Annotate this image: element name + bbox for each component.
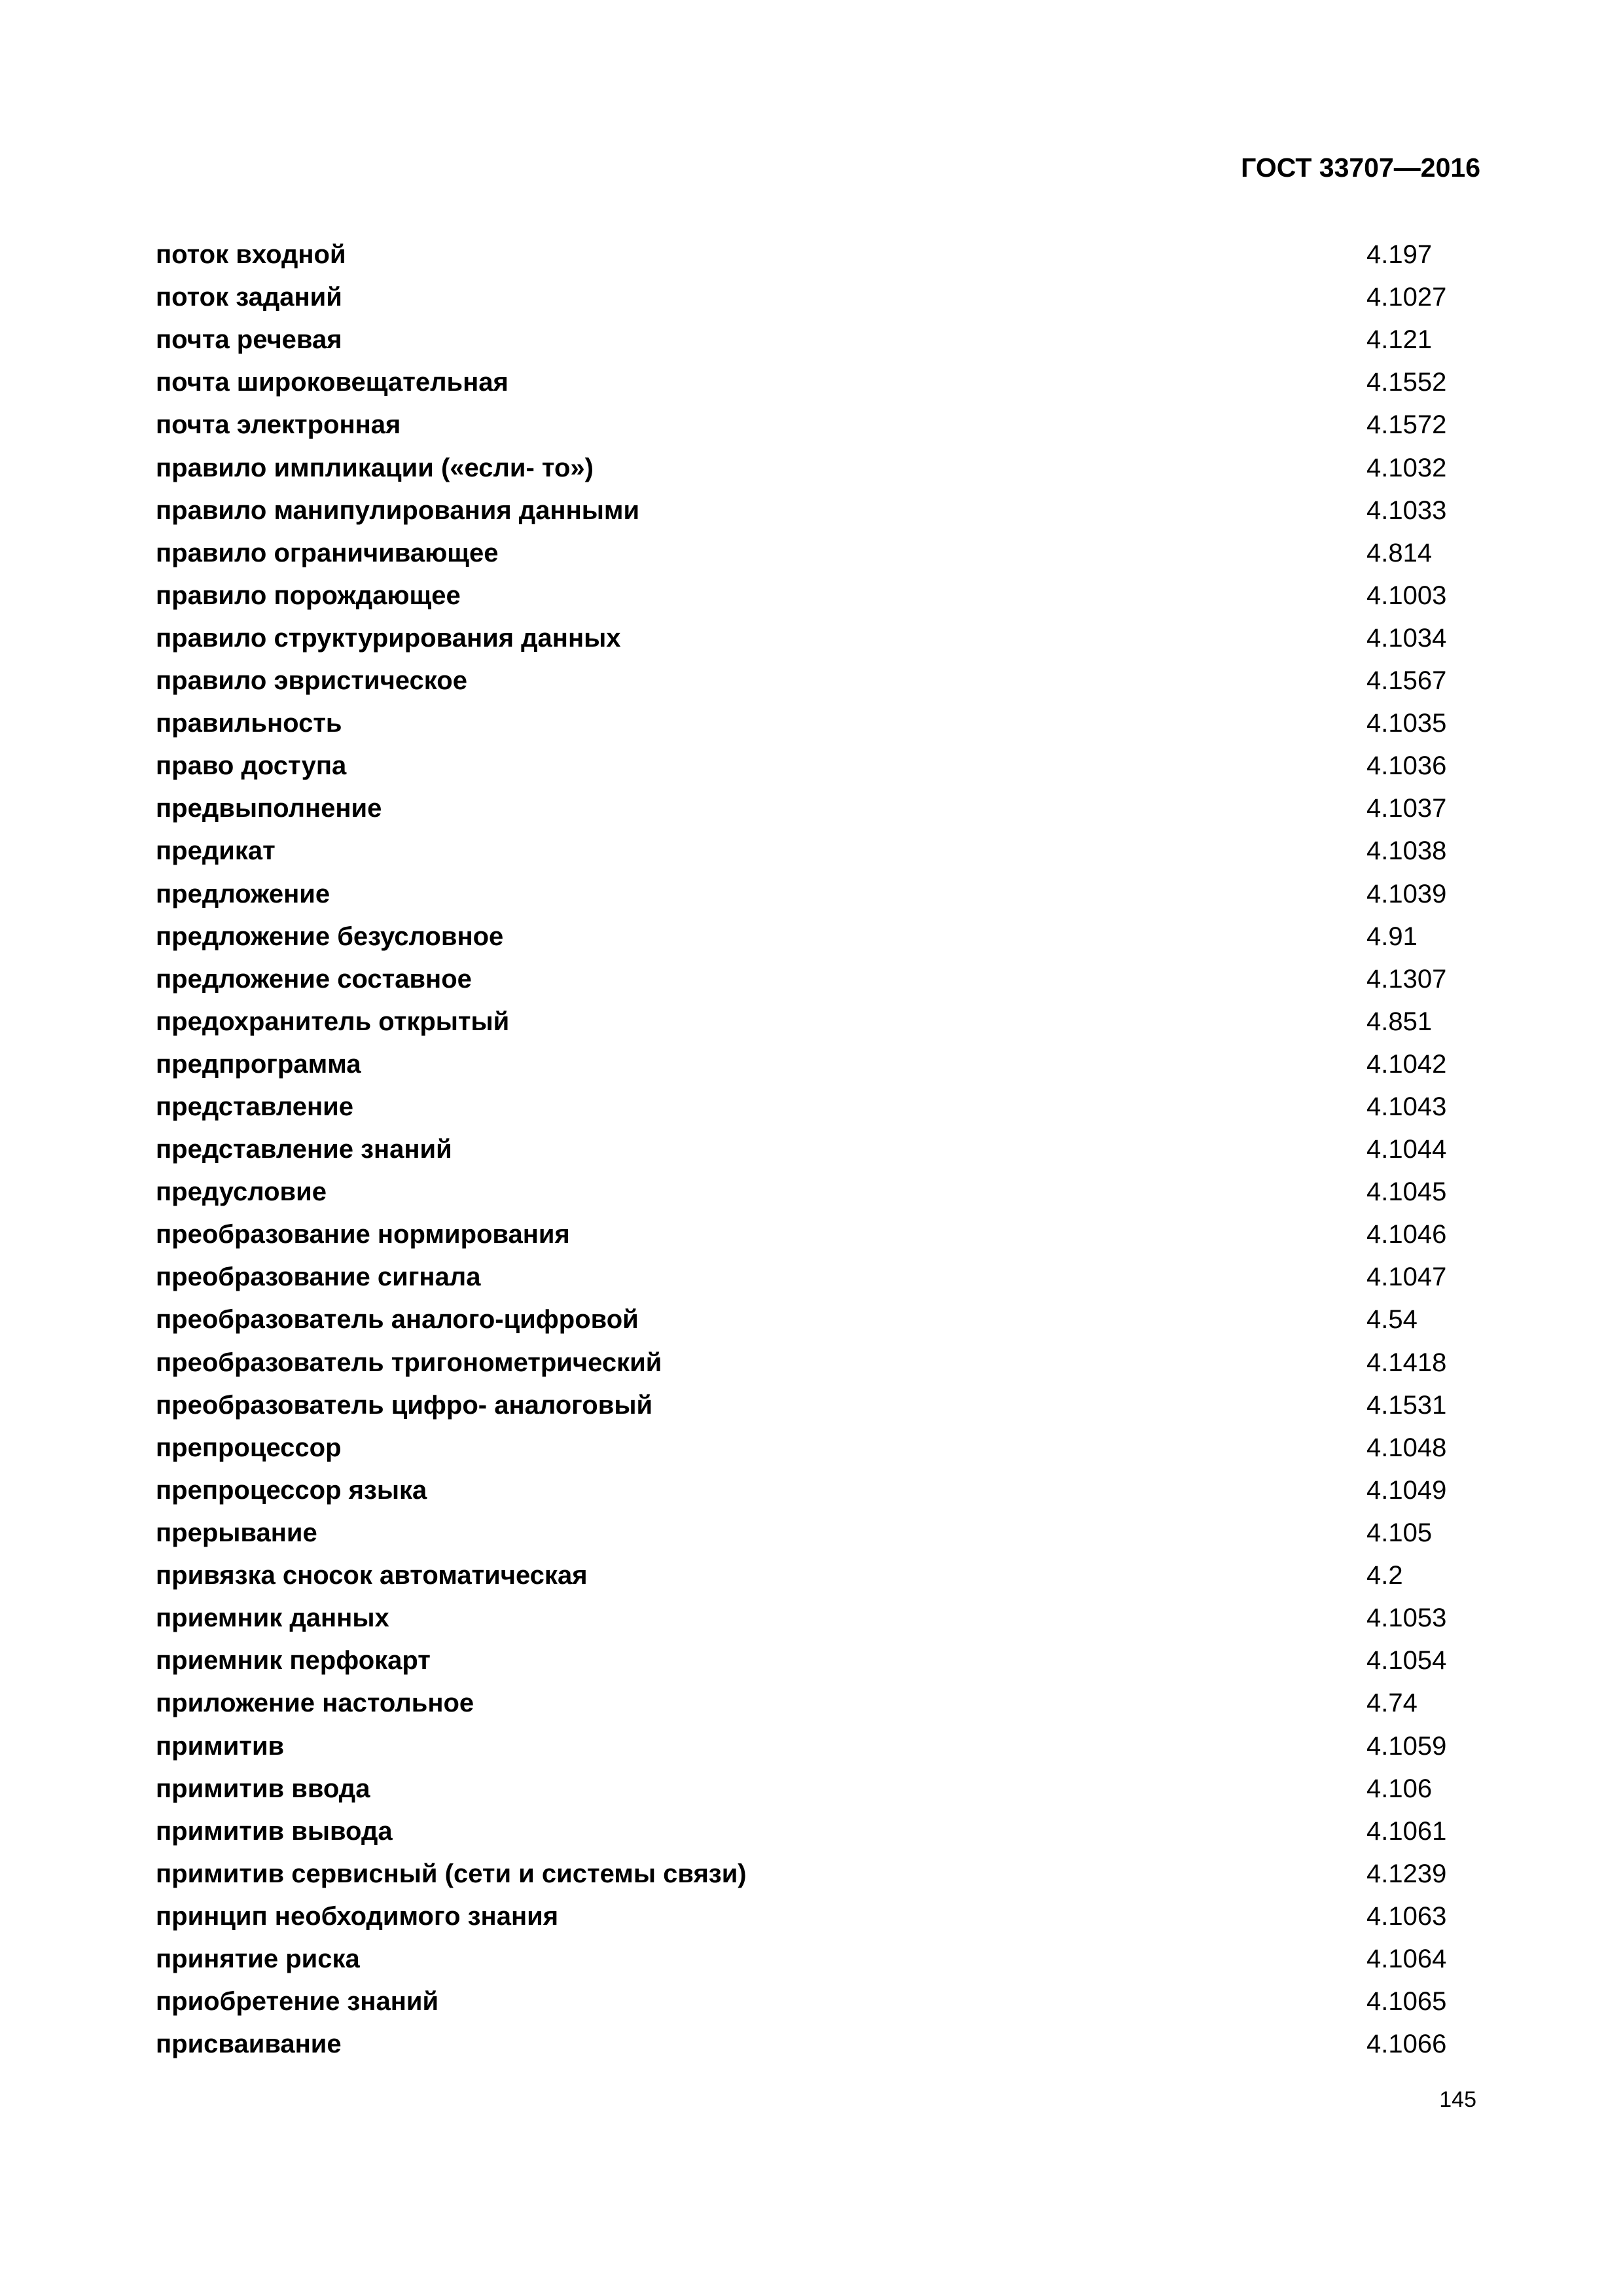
index-term: право доступа [156, 751, 347, 780]
index-entry [0, 1899, 1623, 1942]
index-term: поток заданий [156, 283, 342, 312]
index-entry [0, 1047, 1623, 1090]
index-reference: 4.814 [1366, 539, 1433, 567]
index-entry [0, 1090, 1623, 1132]
index-entry [0, 920, 1623, 962]
index-entry [0, 834, 1623, 876]
index-term: прерывание [156, 1518, 317, 1547]
index-term: предвыполнение [156, 794, 382, 823]
index-reference: 4.1032 [1366, 454, 1447, 482]
index-reference: 4.121 [1366, 325, 1433, 354]
index-reference: 4.1307 [1366, 965, 1447, 994]
index-entry [0, 1643, 1623, 1686]
index-reference: 4.1047 [1366, 1263, 1447, 1291]
index-reference: 4.1552 [1366, 368, 1447, 397]
index-reference: 4.1035 [1366, 709, 1447, 738]
index-entry [0, 1005, 1623, 1047]
index-term: предложение безусловное [156, 922, 504, 951]
index-term: примитив сервисный (сети и системы связи) [156, 1859, 747, 1888]
index-reference: 4.197 [1366, 240, 1433, 269]
index-entry [0, 408, 1623, 450]
index-entry [0, 664, 1623, 706]
index-term: представление знаний [156, 1135, 452, 1164]
index-term: правило манипулирования данными [156, 496, 640, 525]
index-reference: 4.54 [1366, 1305, 1418, 1334]
index-entry [0, 1431, 1623, 1473]
index-reference: 4.1033 [1366, 496, 1447, 525]
index-term: препроцессор языка [156, 1476, 427, 1505]
index-entry [0, 1558, 1623, 1601]
index-term: препроцессор [156, 1433, 342, 1462]
index-reference: 4.1239 [1366, 1859, 1447, 1888]
index-entry [0, 493, 1623, 536]
index-term: преобразование сигнала [156, 1263, 481, 1291]
index-term: приобретение знаний [156, 1987, 439, 2016]
index-entry [0, 1772, 1623, 1814]
index-reference: 4.1039 [1366, 880, 1447, 908]
index-reference: 4.1046 [1366, 1220, 1447, 1249]
index-term: принцип необходимого знания [156, 1902, 559, 1931]
index-term: почта широковещательная [156, 368, 508, 397]
index-reference: 4.1038 [1366, 836, 1447, 865]
index-term: поток входной [156, 240, 346, 269]
index-reference: 4.1044 [1366, 1135, 1447, 1164]
index-entry [0, 579, 1623, 621]
index-entry [0, 1516, 1623, 1558]
index-reference: 4.1567 [1366, 666, 1447, 695]
index-term: правило ограничивающее [156, 539, 499, 567]
index-term: привязка сносок автоматическая [156, 1561, 588, 1590]
index-reference: 4.1061 [1366, 1817, 1447, 1846]
index-term: приложение настольное [156, 1689, 474, 1717]
index-entry [0, 1260, 1623, 1302]
index-entry [0, 1814, 1623, 1857]
index-term: принятие риска [156, 1945, 360, 1973]
index-reference: 4.1053 [1366, 1604, 1447, 1632]
index-reference: 4.1045 [1366, 1177, 1447, 1206]
page-number: 145 [1439, 2087, 1476, 2112]
index-entry [0, 749, 1623, 791]
index-reference: 4.1027 [1366, 283, 1447, 312]
index-reference: 4.1034 [1366, 624, 1447, 653]
index-reference: 4.1572 [1366, 410, 1447, 439]
index-entry [0, 1473, 1623, 1516]
index-entry [0, 365, 1623, 408]
index-entry [0, 1729, 1623, 1772]
index-reference: 4.1043 [1366, 1092, 1447, 1121]
index-reference: 4.851 [1366, 1007, 1433, 1036]
index-reference: 4.1003 [1366, 581, 1447, 610]
index-reference: 4.1531 [1366, 1391, 1447, 1420]
index-term: правило эвристическое [156, 666, 467, 695]
index-term: приемник перфокарт [156, 1646, 431, 1675]
index-reference: 4.1418 [1366, 1348, 1447, 1377]
index-term: примитив [156, 1732, 285, 1761]
index-entry [0, 536, 1623, 579]
index-reference: 4.1042 [1366, 1050, 1447, 1079]
index-entry [0, 1132, 1623, 1175]
index-entry [0, 1175, 1623, 1217]
index-entry [0, 238, 1623, 280]
index-term: почта электронная [156, 410, 401, 439]
index-term: преобразователь цифро- аналоговый [156, 1391, 653, 1420]
index-reference: 4.1049 [1366, 1476, 1447, 1505]
index-reference: 4.1063 [1366, 1902, 1447, 1931]
index-reference: 4.1065 [1366, 1987, 1447, 2016]
index-term: почта речевая [156, 325, 342, 354]
index-entry [0, 1346, 1623, 1388]
index-entry [0, 791, 1623, 834]
index-reference: 4.1064 [1366, 1945, 1447, 1973]
index-term: преобразователь аналого-цифровой [156, 1305, 639, 1334]
index-entry [0, 1302, 1623, 1345]
index-term: присваивание [156, 2030, 342, 2058]
index-term: правило структурирования данных [156, 624, 621, 653]
index-reference: 4.1054 [1366, 1646, 1447, 1675]
standard-designation: ГОСТ 33707—2016 [1241, 152, 1480, 183]
index-entry [0, 323, 1623, 365]
index-entry [0, 1388, 1623, 1431]
index-entry [0, 280, 1623, 323]
index-entry [0, 877, 1623, 920]
index-term: предпрограмма [156, 1050, 361, 1079]
index-entry [0, 2027, 1623, 2070]
index-reference: 4.91 [1366, 922, 1418, 951]
index-term: правило импликации («если- то») [156, 454, 594, 482]
index-entry [0, 1217, 1623, 1260]
index-term: преобразование нормирования [156, 1220, 570, 1249]
index-reference: 4.1059 [1366, 1732, 1447, 1761]
index-reference: 4.106 [1366, 1774, 1433, 1803]
index-reference: 4.74 [1366, 1689, 1418, 1717]
index-entry [0, 1942, 1623, 1984]
index-term: предикат [156, 836, 276, 865]
index-reference: 4.2 [1366, 1561, 1403, 1590]
index-entry [0, 1857, 1623, 1899]
index-entry [0, 1686, 1623, 1729]
index-term: примитив ввода [156, 1774, 370, 1803]
index-term: правильность [156, 709, 342, 738]
index-term: примитив вывода [156, 1817, 393, 1846]
index-term: предложение составное [156, 965, 472, 994]
index-entry [0, 962, 1623, 1005]
index-term: предусловие [156, 1177, 327, 1206]
index-entry [0, 621, 1623, 664]
index-reference: 4.1048 [1366, 1433, 1447, 1462]
index-entry [0, 1601, 1623, 1643]
index-term: предложение [156, 880, 330, 908]
index-entry [0, 1984, 1623, 2027]
index-term: представление [156, 1092, 353, 1121]
index-reference: 4.1066 [1366, 2030, 1447, 2058]
index-reference: 4.1036 [1366, 751, 1447, 780]
index-reference: 4.105 [1366, 1518, 1433, 1547]
index-term: приемник данных [156, 1604, 389, 1632]
index-entry [0, 706, 1623, 749]
index-entry [0, 451, 1623, 493]
index-term: предохранитель открытый [156, 1007, 510, 1036]
index-term: преобразователь тригонометрический [156, 1348, 662, 1377]
index-reference: 4.1037 [1366, 794, 1447, 823]
index-term: правило порождающее [156, 581, 461, 610]
